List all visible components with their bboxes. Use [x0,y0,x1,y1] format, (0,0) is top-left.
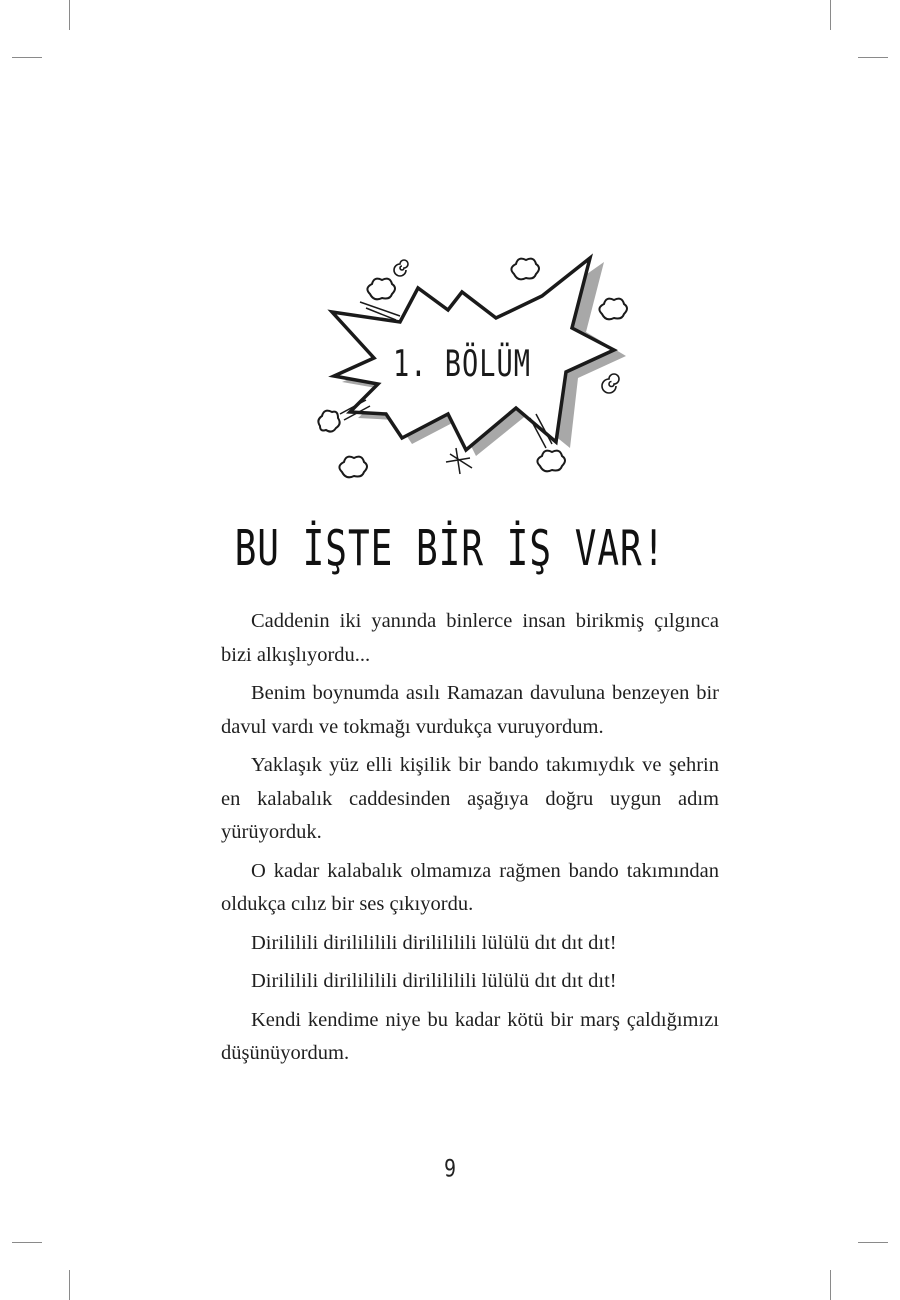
chapter-title: BU İŞTE BİR İŞ VAR! [234,522,666,578]
paragraph: Yaklaşık yüz elli kişilik bir bando takımıydık ve şehrin en kalabalık caddesinden aşağıya doğru uygun adım yürüyorduk. [221,754,719,843]
body-text [221,605,719,1076]
chapter-label: 1. BÖLÜM [392,343,532,385]
page-number: 9 [443,1153,457,1183]
crop-mark [858,57,888,58]
chapter-burst [300,248,640,488]
paragraph: Caddenin iki yanında binlerce insan birikmiş çılgınca bizi alkışlıyordu... [221,610,719,666]
paragraph: Dirililili dirilililili dirilililili lülülü dıt dıt dıt! [251,970,617,992]
crop-mark [12,1242,42,1243]
paragraph: Kendi kendime niye bu kadar kötü bir marş çaldığımızı düşünüyordum. [221,1008,719,1064]
crop-mark [858,1242,888,1243]
crop-mark [830,0,831,30]
crop-mark [830,1270,831,1300]
crop-mark [69,1270,70,1300]
crop-mark [69,0,70,30]
paragraph: O kadar kalabalık olmamıza rağmen bando takımından oldukça cılız bir ses çıkıyordu. [221,859,719,915]
paragraph: Dirililili dirilililili dirilililili lülülü dıt dıt dıt! [251,931,617,954]
crop-mark [12,57,42,58]
paragraph: Benim boynumda asılı Ramazan davuluna benzeyen bir davul vardı ve tokmağı vurdukça vuruyordum. [221,682,719,738]
